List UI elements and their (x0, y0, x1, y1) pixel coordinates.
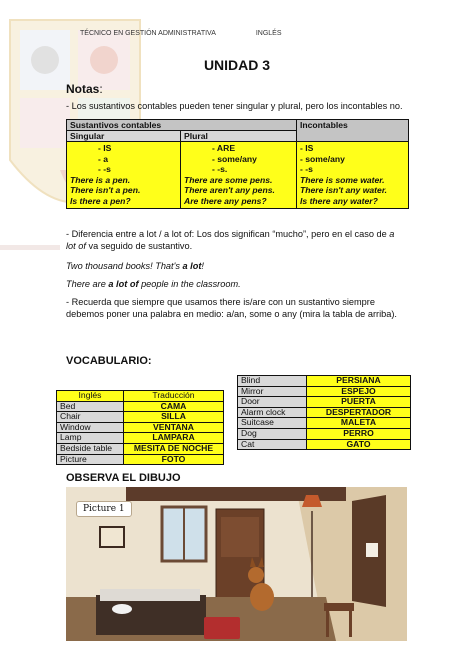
incontables-example: There isn't any water. (300, 185, 388, 196)
vocab-word: Suitcase (238, 418, 307, 429)
vocab-translation: FOTO (124, 454, 224, 465)
example2-text: There are (66, 279, 109, 289)
vocab-word: Cat (238, 439, 307, 450)
vocab-translation: PERRO (307, 428, 411, 439)
example2-term: a lot of (108, 279, 139, 289)
example1-term: a lot (182, 261, 202, 271)
page-title: UNIDAD 3 (203, 57, 271, 73)
bedroom-illustration (66, 487, 407, 641)
header-plural: Plural (181, 131, 297, 142)
vocab-word: Door (238, 397, 307, 408)
header-incontables: Incontables (297, 120, 409, 142)
plural-cell (181, 142, 297, 209)
singular-example: There is a pen. (70, 174, 131, 185)
vocab-translation: DESPERTADOR (307, 407, 411, 418)
intro-paragraph: - Los sustantivos contables pueden tener singular y plural, pero los incontables no. (66, 101, 403, 111)
vocab-word: Lamp (57, 433, 124, 444)
vocab-translation: MALETA (307, 418, 411, 429)
vocab-translation: ESPEJO (307, 386, 411, 397)
vocab-translation: VENTANA (124, 422, 224, 433)
incontables-example: There is some water. (300, 174, 385, 185)
vocab-translation: GATO (307, 439, 411, 450)
vocab-translation: CAMA (124, 401, 224, 412)
picture-label: Picture 1 (76, 501, 132, 517)
plural-form: - -s. (212, 164, 228, 175)
plural-example: There are some pens. (184, 174, 273, 185)
singular-cell (67, 142, 181, 209)
note-a-lot-text: - Diferencia entre a lot / a lot of: Los dos significan “mucho”, pero en el caso de (66, 229, 390, 239)
notas-colon: : (99, 82, 103, 96)
page-header (80, 30, 320, 37)
vocab-word: Dog (238, 428, 307, 439)
vocab-word: Blind (238, 376, 307, 387)
singular-form: - a (98, 153, 109, 164)
vocab-head-english: Inglés (57, 391, 124, 402)
grammar-table (66, 119, 409, 209)
vocab-word: Window (57, 422, 124, 433)
notas-heading (66, 82, 103, 96)
header-singular: Singular (67, 131, 181, 142)
example-a-lot-of (66, 278, 406, 290)
vocab-word: Picture (57, 454, 124, 465)
note-a-lot-end: va seguido de sustantivo. (85, 241, 193, 251)
example1-end: ! (201, 261, 204, 271)
vocab-translation: PUERTA (307, 397, 411, 408)
vocabulary-title: VOCABULARIO: (66, 355, 152, 367)
incontables-form: - IS (300, 143, 314, 153)
header-subject: INGLÉS (255, 30, 282, 37)
singular-form: - -s (98, 164, 111, 175)
incontables-example: Is there any water? (300, 195, 378, 206)
plural-form: - some/any (212, 153, 257, 164)
notas-label: Notas (66, 82, 100, 96)
plural-form: - ARE (212, 143, 236, 153)
example2-end: people in the classroom. (138, 279, 241, 289)
vocab-word: Alarm clock (238, 407, 307, 418)
example-a-lot (66, 260, 406, 272)
vocab-word: Chair (57, 412, 124, 423)
singular-form: - IS (98, 143, 112, 153)
header-contables: Sustantivos contables (67, 120, 297, 131)
plural-example: Are there any pens? (184, 195, 267, 206)
vocab-translation: LAMPARA (124, 433, 224, 444)
observa-heading: OBSERVA EL DIBUJO (66, 472, 181, 484)
note-there-is: - Recuerda que siempre que usamos there is/are con un sustantivo siempre debemos poner una palabra en medio: a/an, some o any (mira la tabla de arriba). (66, 297, 397, 319)
vocab-translation: MESITA DE NOCHE (124, 443, 224, 454)
vocab-translation: PERSIANA (307, 376, 411, 387)
vocab-word: Mirror (238, 386, 307, 397)
plural-example: There aren't any pens. (184, 185, 275, 196)
vocabulary-table-right (237, 375, 411, 450)
vocab-word: Bedside table (57, 443, 124, 454)
singular-example: Is there a pen? (70, 195, 131, 206)
note-a-lot (66, 228, 406, 252)
vocab-translation: SILLA (124, 412, 224, 423)
incontables-cell (297, 142, 409, 209)
note-a-lot-term: a lot of (66, 229, 395, 251)
example1-text: Two thousand books! That's (66, 261, 183, 271)
incontables-form: - -s (300, 164, 313, 175)
vocab-word: Bed (57, 401, 124, 412)
vocab-head-translation: Traducción (124, 391, 224, 402)
singular-example: There isn't a pen. (70, 185, 141, 196)
vocabulary-table-left (56, 390, 224, 465)
incontables-form: - some/any (300, 153, 345, 164)
header-course: TÉCNICO EN GESTIÓN ADMINISTRATIVA (80, 30, 216, 37)
